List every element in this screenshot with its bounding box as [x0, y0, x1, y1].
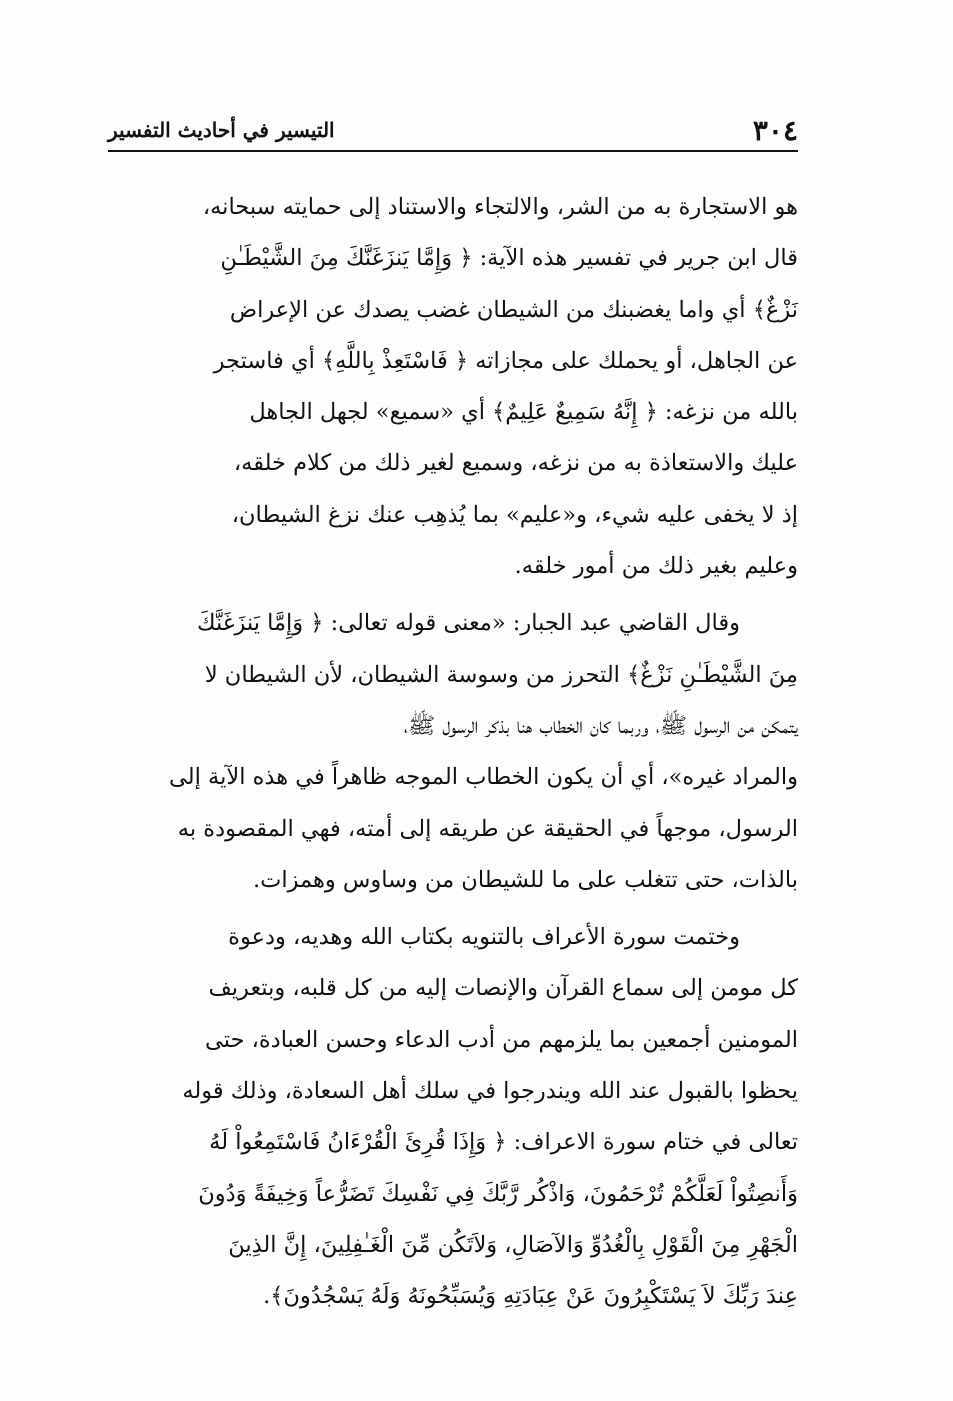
- text-line: هو الاستجارة به من الشر، والالتجاء والاستناد إلى حمايته سبحانه،: [202, 194, 798, 220]
- text-line: عِندَ رَبِّكَ لاَ يَسْتَكْبِرُونَ عَنْ عِبَادَتِهِ وَيُسَبِّحُونَهُ وَلَهُ يَسْجُدُونَ﴾.: [263, 1283, 798, 1310]
- paragraph-2: [108, 598, 798, 906]
- text-line: بالذات، حتى تتغلب على ما للشيطان من وساوس وهمزات.: [253, 866, 798, 893]
- text-line: نَزْغٌ﴾ أي واما يغضبنك من الشيطان غضب يصدك عن الإعراض: [229, 296, 798, 323]
- text-line: عليك والاستعاذة به من نزغه، وسميع لغير ذلك من كلام خلقه،: [233, 450, 798, 477]
- text-line: بالله من نزغه: ﴿ إِنَّهُ سَمِيعٌ عَلِيمٌ﴾ أي «سميع» لجهل الجاهل: [249, 399, 798, 426]
- text-line: يحظوا بالقبول عند الله ويندرجوا في سلك أهل السعادة، وذلك قوله: [182, 1078, 798, 1105]
- text-line: وعليم بغير ذلك من أمور خلقه.: [514, 553, 798, 580]
- text-line: تعالى في ختام سورة الاعراف: ﴿ وَإِذَا قُرِئَ الْقُرْءَانُ فَاسْتَمِعُواْ لَهُ: [209, 1129, 798, 1156]
- paragraph-3: [108, 912, 798, 1322]
- body-text: [108, 182, 798, 1323]
- text-line: عن الجاهل، أو يحملك على مجازاته ﴿ فَاسْتَعِذْ بِاللَّهِ﴾ أي فاستجر: [213, 347, 798, 374]
- text-line: وقال القاضي عبد الجبار: «معنى قوله تعالى: ﴿ وَإِمَّا يَنزَغَنَّكَ: [196, 610, 740, 637]
- text-line: والمراد غيره»، أي أن يكون الخطاب الموجه ظاهراً في هذه الآية إلى: [169, 764, 798, 791]
- text-line: قال ابن جرير في تفسير هذه الآية: ﴿ وَإِمَّا يَنزَغَنَّكَ مِنَ الشَّيْطَـٰنِ: [220, 245, 798, 272]
- text-line: المومنين أجمعين بما يلزمهم من أدب الدعاء وحسن العبادة، حتى: [205, 1026, 798, 1053]
- paragraph-1: [108, 182, 798, 592]
- header-divider: [108, 150, 798, 152]
- text-line: الْجَهْرِ مِنَ الْقَوْلِ بِالْغُدُوِّ وَالآصَالِ، وَلاَتَكُن مِّنَ الْغَـٰفِلِينَ، إِنَّ الذِينَ: [228, 1231, 798, 1258]
- text-line: وَأَنصِتُواْ لَعَلَّكُمْ تُرْحَمُونَ، وَاذْكُر رَّبَّكَ فِي نَفْسِكَ تَضَرُّعاً وَخِيفَةً وَدُونَ: [198, 1180, 798, 1207]
- page-header: [108, 108, 798, 152]
- text-line: يتمكن من الرسول ﷺ، وربما كان الخطاب هنا بذكر الرسول ﷺ،: [403, 712, 798, 739]
- page-number: ٣٠٤: [752, 114, 798, 147]
- text-line: كل مومن إلى سماع القرآن والإنصات إليه من كل قلبه، وبتعريف: [208, 975, 798, 1002]
- text-line: الرسول، موجهاً في الحقيقة عن طريقه إلى أمته، فهي المقصودة به: [177, 815, 798, 842]
- text-line: إذ لا يخفى عليه شيء، و«عليم» بما يُذهِب عنك نزغ الشيطان،: [231, 501, 798, 528]
- text-line: مِنَ الشَّيْطَـٰنِ نَزْغٌ﴾ التحرز من وسوسة الشيطان، لأن الشيطان لا: [204, 661, 798, 688]
- running-title: التيسير في أحاديث التفسير: [108, 118, 335, 142]
- text-line: وختمت سورة الأعراف بالتنويه بكتاب الله وهديه، ودعوة: [228, 924, 740, 951]
